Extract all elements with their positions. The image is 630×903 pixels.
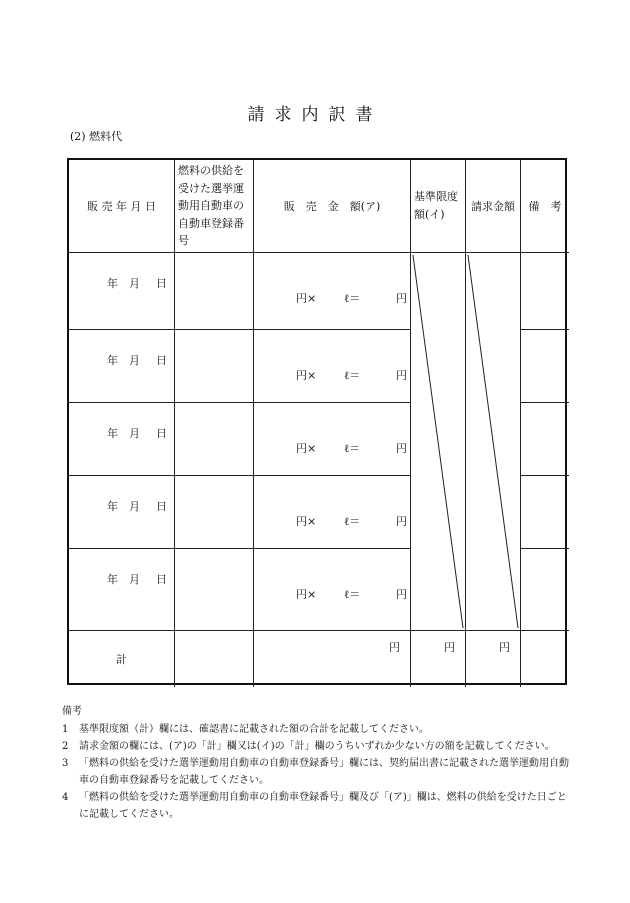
regno-cell[interactable]	[175, 253, 254, 330]
header-remarks: 備 考	[521, 160, 569, 253]
yen-label: 円	[444, 641, 455, 654]
remarks-cell[interactable]	[521, 476, 569, 549]
month-label: 月	[129, 354, 140, 367]
header-regno: 燃料の供給を受けた選挙運動用自動車の自動車登録番号	[175, 160, 254, 253]
notes-section	[62, 703, 572, 823]
section-subtitle: (2) 燃料代	[70, 130, 123, 143]
remarks-cell[interactable]	[521, 330, 569, 403]
note-text: 基準限度額（計）欄には、確認書に記載された額の合計を記載してください。	[79, 724, 429, 735]
liter-equals-label: ℓ＝	[344, 369, 361, 382]
month-label: 月	[129, 427, 140, 440]
year-label: 年	[107, 277, 118, 290]
yen-times-label: 円×	[296, 515, 317, 528]
remarks-cell[interactable]	[521, 549, 569, 631]
amount-cell[interactable]	[254, 549, 411, 631]
note-item	[62, 721, 572, 738]
notes-heading: 備考	[62, 706, 82, 717]
yen-times-label: 円×	[296, 442, 317, 455]
yen-label: 円	[499, 641, 510, 654]
regno-cell[interactable]	[175, 403, 254, 476]
sale-date-cell[interactable]	[69, 253, 175, 330]
liter-equals-label: ℓ＝	[344, 292, 361, 305]
note-number: 2	[62, 741, 69, 752]
year-label: 年	[107, 500, 118, 513]
note-item	[62, 789, 572, 823]
header-amount: 販 売 金 額(ア)	[254, 160, 411, 253]
remarks-cell[interactable]	[521, 253, 569, 330]
note-number: 1	[62, 724, 69, 735]
year-label: 年	[107, 427, 118, 440]
total-remarks-cell[interactable]	[521, 631, 569, 687]
sale-date-cell[interactable]	[69, 476, 175, 549]
day-label: 日	[156, 573, 167, 586]
header-limit: 基準限度額(イ)	[411, 160, 466, 253]
month-label: 月	[129, 500, 140, 513]
note-number: 3	[62, 758, 69, 769]
total-limit-cell[interactable]	[411, 631, 466, 687]
yen-label: 円	[396, 369, 407, 382]
diagonal-strike-line	[411, 253, 465, 630]
limit-merged-cell	[411, 253, 466, 631]
yen-label: 円	[389, 641, 400, 654]
sale-date-cell[interactable]	[69, 403, 175, 476]
amount-cell[interactable]	[254, 403, 411, 476]
yen-label: 円	[396, 588, 407, 601]
total-regno-cell	[175, 631, 254, 687]
regno-cell[interactable]	[175, 330, 254, 403]
month-label: 月	[129, 573, 140, 586]
sale-date-cell[interactable]	[69, 549, 175, 631]
note-item	[62, 738, 572, 755]
diagonal-strike-line	[466, 253, 520, 630]
note-text: 「燃料の供給を受けた選挙運動用自動車の自動車登録番号」欄には、契約届出書に記載された選挙運動用自動車の自動車登録番号を記載してください。	[79, 758, 569, 786]
total-claim-cell[interactable]	[466, 631, 521, 687]
total-amount-cell[interactable]	[254, 631, 411, 687]
regno-cell[interactable]	[175, 549, 254, 631]
amount-cell[interactable]	[254, 253, 411, 330]
yen-times-label: 円×	[296, 369, 317, 382]
yen-times-label: 円×	[296, 588, 317, 601]
yen-label: 円	[396, 515, 407, 528]
day-label: 日	[156, 277, 167, 290]
invoice-table	[67, 158, 567, 685]
liter-equals-label: ℓ＝	[344, 515, 361, 528]
note-item	[62, 755, 572, 789]
header-date: 販 売 年 月 日	[69, 160, 175, 253]
page-title: 請求内訳書	[247, 105, 383, 125]
note-text: 「燃料の供給を受けた選挙運動用自動車の自動車登録番号」欄及び「(ア)」欄は、燃料の供給を受けた日ごとに記載してください。	[79, 792, 567, 820]
amount-cell[interactable]	[254, 476, 411, 549]
yen-label: 円	[396, 442, 407, 455]
year-label: 年	[107, 354, 118, 367]
month-label: 月	[129, 277, 140, 290]
amount-cell[interactable]	[254, 330, 411, 403]
yen-label: 円	[396, 292, 407, 305]
day-label: 日	[156, 354, 167, 367]
header-claim: 請求金額	[466, 160, 521, 253]
note-text: 請求金額の欄には、(ア)の「計」欄又は(イ)の「計」欄のうちいずれか少ない方の額を記載してください。	[79, 741, 555, 752]
remarks-cell[interactable]	[521, 403, 569, 476]
claim-merged-cell	[466, 253, 521, 631]
liter-equals-label: ℓ＝	[344, 442, 361, 455]
day-label: 日	[156, 500, 167, 513]
regno-cell[interactable]	[175, 476, 254, 549]
liter-equals-label: ℓ＝	[344, 588, 361, 601]
note-number: 4	[62, 792, 69, 803]
total-label: 計	[69, 631, 175, 687]
year-label: 年	[107, 573, 118, 586]
day-label: 日	[156, 427, 167, 440]
yen-times-label: 円×	[296, 292, 317, 305]
sale-date-cell[interactable]	[69, 330, 175, 403]
